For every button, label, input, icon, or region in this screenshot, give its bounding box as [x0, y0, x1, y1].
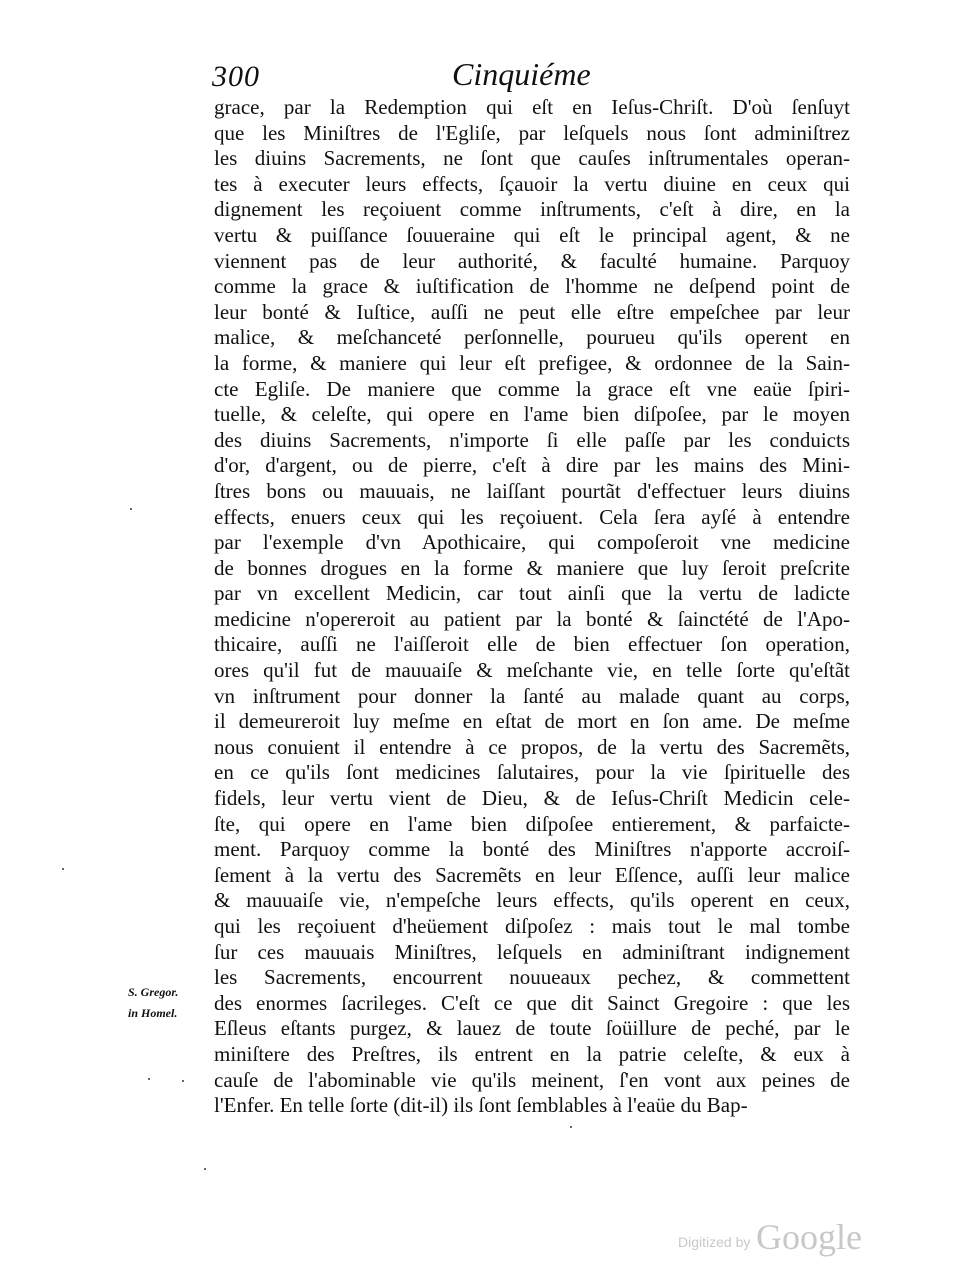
digitized-watermark [674, 1216, 874, 1256]
text-line: ſte, qui opere en l'ame bien diſpoſee entierement, & parfaicte- [214, 811, 850, 836]
text-line: comme la grace & iuſtification de l'homme ne deſpend point de [214, 274, 850, 299]
text-line: ſement à la vertu des Sacremẽts en leur Eſſence, auſſi leur malice [214, 862, 850, 887]
text-line: la forme, & maniere qui leur eſt prefigee, & ordonnee de la Sain- [214, 350, 850, 375]
text-line: ſur ces mauuais Miniſtres, leſquels en adminiſtrant indignement [214, 939, 850, 964]
text-line: grace, par la Redemption qui eſt en Ieſus-Chriſt. D'où ſenſuyt [214, 95, 850, 119]
text-line: vertu & puiſſance ſouueraine qui eſt le principal agent, & ne [214, 222, 850, 247]
text-line: medicine n'opereroit au patient par la bonté & ſainctété de l'Apo- [214, 606, 850, 631]
text-line: dignement les reçoiuent comme inſtruments, c'eſt à dire, en la [214, 197, 850, 222]
text-line: des diuins Sacrements, n'importe ſi elle paſſe par les conduicts [214, 427, 850, 452]
text-line: ment. Parquoy comme la bonté des Miniſtres n'apporte accroiſ- [214, 837, 850, 862]
ink-speck [62, 868, 64, 870]
text-line: effects, enuers ceux qui les reçoiuent. Cela ſera ayſé à entendre [214, 504, 850, 529]
text-line: tes à executer leurs effects, ſçauoir la vertu diuine en ceux qui [214, 171, 850, 196]
text-line: par vn excellent Medicin, car tout ainſi que la vertu de ladicte [214, 581, 850, 606]
text-line: viennent pas de leur authorité, & faculté humaine. Parquoy [214, 248, 850, 273]
text-line: en ce qu'ils ſont medicines ſalutaires, pour la vie ſpirituelle des [214, 760, 850, 785]
marginal-note-line: in Homel. [128, 1006, 178, 1020]
text-line: thicaire, auſſi ne l'aiſſeroit elle de bien effectuer ſon operation, [214, 632, 850, 657]
body-text [214, 95, 850, 1119]
text-line: il demeureroit luy meſme en eſtat de mort en ſon ame. De meſme [214, 709, 850, 734]
text-line: par l'exemple d'vn Apothicaire, qui compoſeroit vne medicine [214, 530, 850, 555]
watermark-small-text: Digitized by [678, 1234, 751, 1250]
text-line: Eſleus eſtants purgez, & lauez de toute ſoüillure de peché, par le [214, 1016, 850, 1041]
ink-speck [204, 1168, 206, 1170]
text-line: cte Egliſe. De maniere que comme la grace eſt vne eaüe ſpiri- [214, 376, 850, 401]
text-line: nous conuient il entendre à ce propos, de la vertu des Sacremẽts, [214, 734, 850, 759]
text-line: tuelle, & celeſte, qui opere en l'ame bien diſpoſee, par le moyen [214, 402, 850, 427]
text-line: les Sacrements, encourrent nouueaux pechez, & commettent [214, 965, 850, 990]
ink-speck [148, 1078, 150, 1080]
text-line: vn inſtrument pour donner la ſanté au malade quant au corps, [214, 683, 850, 708]
text-line: miniſtere des Preſtres, ils entrent en la patrie celeſte, & eux à [214, 1041, 850, 1066]
text-line: fidels, leur vertu vient de Dieu, & de Ieſus-Chriſt Medicin cele- [214, 786, 850, 811]
text-line: ſtres bons ou mauuais, ne laiſſant pourtãt d'effectuer leurs diuins [214, 478, 850, 503]
ink-speck [182, 1080, 184, 1082]
running-title: Cinquiéme [452, 56, 591, 92]
text-line: cauſe de l'abominable vie qu'ils meinent, ſ'en vont aux peines de [214, 1067, 850, 1092]
page-number: 300 [212, 60, 260, 93]
text-line: qui les reçoiuent d'heüement diſpoſez : mais tout le mal tombe [214, 914, 850, 938]
text-line: leur bonté & Iuſtice, auſſi ne peut elle eſtre empeſchee par leur [214, 299, 850, 324]
text-line: l'Enfer. En telle ſorte (dit-il) ils ſont ſemblables à l'eaüe du Bap- [214, 1093, 748, 1118]
text-line: que les Miniſtres de l'Egliſe, par leſquels nous ſont adminiſtrez [214, 120, 850, 145]
ink-speck [130, 508, 132, 510]
text-line: les diuins Sacrements, ne ſont que cauſes inſtrumentales operan- [214, 146, 850, 171]
text-line: ores qu'il fut de mauuaiſe & meſchante vie, en telle ſorte qu'eſtãt [214, 658, 850, 683]
google-logo: Google [756, 1217, 862, 1257]
text-line: d'or, d'argent, ou de pierre, c'eſt à dire par les mains des Mini- [214, 453, 850, 478]
text-line: malice, & meſchanceté perſonnelle, pourueu qu'ils operent en [214, 325, 850, 350]
page-header [212, 56, 852, 96]
marginal-note [128, 982, 178, 1024]
text-line: & mauuaiſe vie, n'empeſche leurs effects, qu'ils operent en ceux, [214, 888, 850, 913]
marginal-note-line: S. Gregor. [128, 985, 179, 999]
ink-speck [570, 1126, 572, 1128]
text-line: de bonnes drogues en la forme & maniere que luy ſeroit preſcrite [214, 555, 850, 580]
text-line: des enormes ſacrileges. C'eſt ce que dit Sainct Gregoire : que les [214, 990, 850, 1015]
